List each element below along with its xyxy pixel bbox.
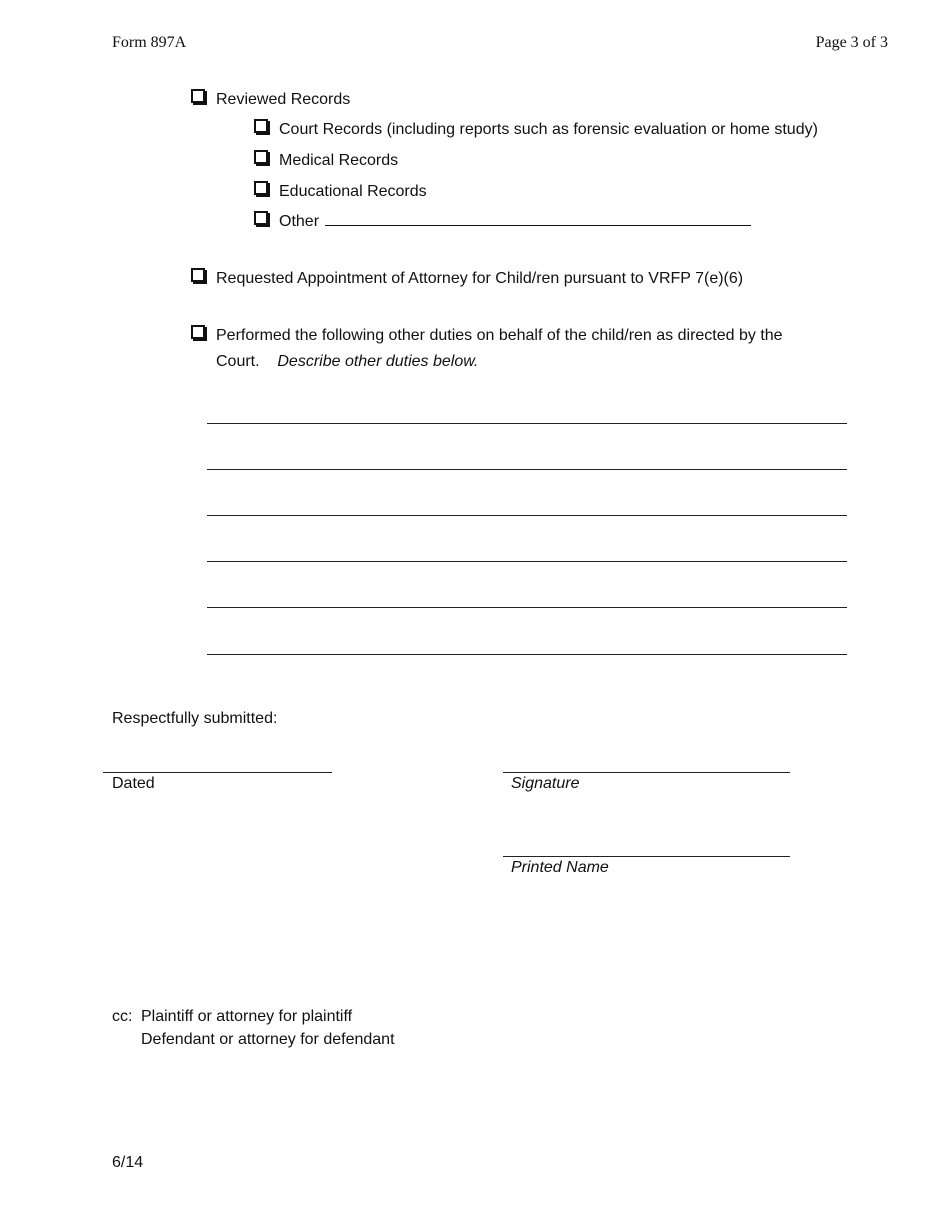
educational-records-label: Educational Records xyxy=(279,183,427,200)
duties-line-4[interactable] xyxy=(207,561,847,562)
other-duties-hint: Describe other duties below. xyxy=(277,353,479,370)
dated-label: Dated xyxy=(112,775,155,792)
cc-line-defendant: Defendant or attorney for defendant xyxy=(141,1031,395,1048)
court-records-label: Court Records (including reports such as forensic evaluation or home study) xyxy=(279,121,818,138)
other-duties-text xyxy=(216,323,846,375)
duties-line-5[interactable] xyxy=(207,607,847,608)
cc-prefix: cc: xyxy=(112,1008,133,1025)
page-indicator: Page 3 of 3 xyxy=(815,34,888,51)
printed-name-label: Printed Name xyxy=(511,859,609,876)
duties-line-3[interactable] xyxy=(207,515,847,516)
form-number: Form 897A xyxy=(112,34,187,51)
requested-attorney-checkbox[interactable] xyxy=(191,268,205,282)
other-records-fill-line[interactable] xyxy=(325,224,751,226)
other-records-checkbox[interactable] xyxy=(254,211,268,225)
duties-line-1[interactable] xyxy=(207,423,847,424)
court-records-checkbox[interactable] xyxy=(254,119,268,133)
medical-records-label: Medical Records xyxy=(279,152,399,169)
other-records-row xyxy=(279,209,751,235)
duties-line-2[interactable] xyxy=(207,469,847,470)
cc-line-plaintiff: Plaintiff or attorney for plaintiff xyxy=(141,1008,353,1025)
requested-attorney-label: Requested Appointment of Attorney for Child/ren pursuant to VRFP 7(e)(6) xyxy=(216,270,744,287)
duties-line-6[interactable] xyxy=(207,654,847,655)
signature-label: Signature xyxy=(511,775,580,792)
respectfully-submitted: Respectfully submitted: xyxy=(112,710,278,727)
other-records-label: Other xyxy=(279,213,320,230)
revision-date: 6/14 xyxy=(112,1154,144,1171)
medical-records-checkbox[interactable] xyxy=(254,150,268,164)
other-duties-checkbox[interactable] xyxy=(191,325,205,339)
educational-records-checkbox[interactable] xyxy=(254,181,268,195)
reviewed-records-label: Reviewed Records xyxy=(216,91,351,108)
other-duties-main: Performed the following other duties on behalf of the child/ren as directed by the Court. xyxy=(216,327,783,370)
reviewed-records-checkbox[interactable] xyxy=(191,89,205,103)
